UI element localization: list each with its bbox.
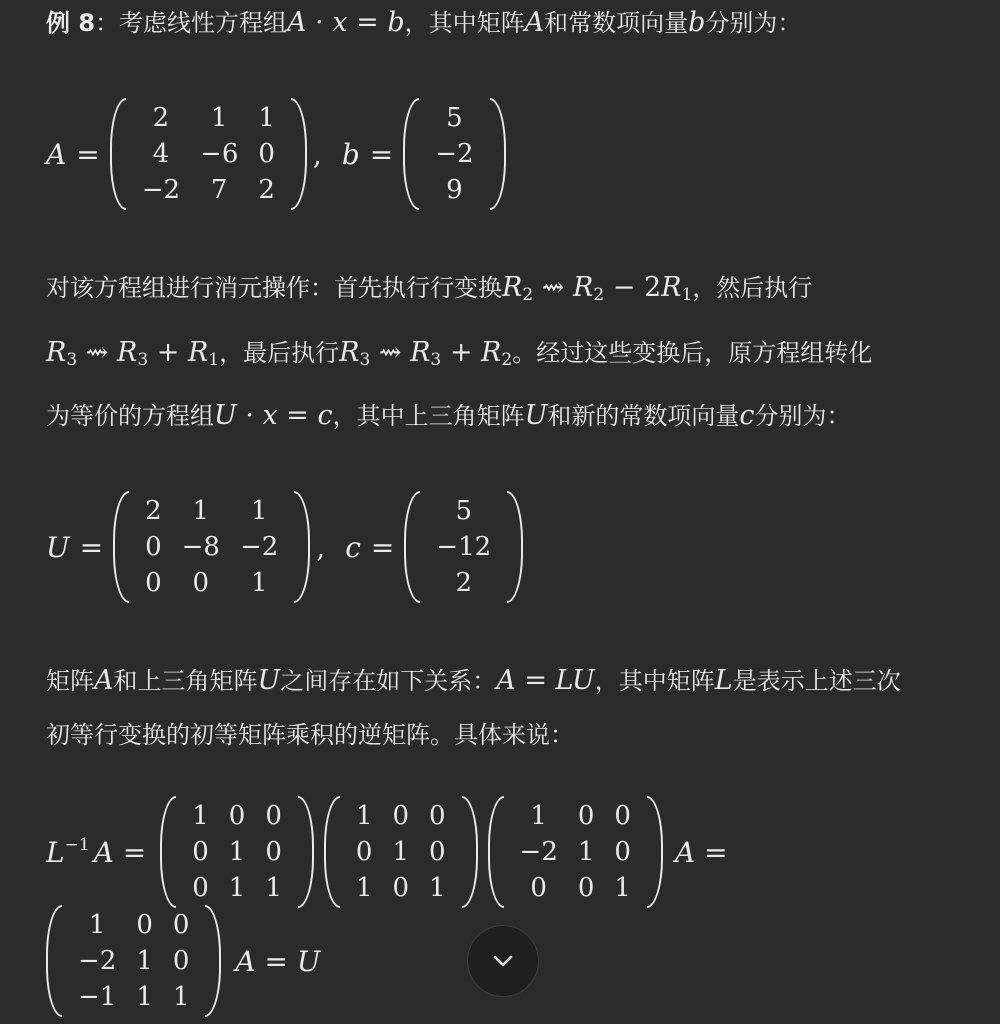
matrix-cell: 1: [392, 837, 409, 867]
matrix-cell: 1: [614, 873, 631, 903]
matrix-cell: 2: [152, 103, 170, 133]
matrix-cell: 0: [258, 139, 275, 169]
matrix-cell: 0: [428, 837, 446, 867]
elimination-line-2: $R_3$ ⇝ $R_3 + R_1$，最后执行$R_3$ ⇝ $R_3 + R_2$。经过这些变换后，原方程组转化: [46, 337, 873, 370]
matrix-cell: 1: [355, 873, 373, 903]
matrix-cell: 0: [577, 873, 595, 903]
matrix-U-vector-c-row: U = 2 1 1 0 −8 −2 0 0 1 , c = 5 −12 2: [46, 491, 523, 603]
left-paren: [160, 796, 176, 908]
matrix-cell: −1: [78, 982, 117, 1012]
right-paren: [298, 796, 314, 908]
matrix-cell: 2: [455, 568, 473, 598]
matrix-cell: 0: [136, 910, 153, 940]
vector-b: [403, 98, 505, 210]
example-intro-line: 例 8：考虑线性方程组A · x = b，其中矩阵A和常数项向量b分别为：: [46, 7, 802, 38]
matrix-cell: 0: [265, 837, 282, 867]
matrix-cell: 0: [392, 801, 409, 831]
elementary-matrix-E2: [324, 796, 478, 908]
matrix-cell: 0: [192, 837, 209, 867]
example-label: 例 8: [46, 9, 96, 37]
matrix-cell: −12: [436, 532, 492, 562]
matrix-cell: 0: [192, 568, 210, 598]
right-paren: [205, 905, 221, 1017]
matrix-cell: 1: [428, 873, 446, 903]
vector-c: [404, 491, 523, 603]
lu-relation-line-1: 矩阵A和上三角矩阵U之间存在如下关系：A = LU，其中矩阵L是表示上述三次: [46, 665, 901, 696]
matrix-cell: 1: [355, 801, 373, 831]
right-paren: [294, 491, 310, 603]
matrix-cell: −6: [200, 139, 239, 169]
right-paren: [462, 796, 478, 908]
right-paren: [291, 98, 307, 210]
matrix-cell: −2: [519, 837, 558, 867]
matrix-cell: 0: [145, 568, 162, 598]
matrix-cell: 1: [88, 910, 106, 940]
matrix-cell: 1: [210, 103, 228, 133]
left-paren: [403, 98, 419, 210]
matrix-cell: −2: [78, 946, 117, 976]
matrix-cell: 1: [136, 946, 153, 976]
elimination-line-3: 为等价的方程组U · x = c，其中上三角矩阵U和新的常数项向量c分别为：: [46, 400, 851, 431]
matrix-cell: 1: [530, 801, 547, 831]
left-paren: [404, 491, 420, 603]
matrix-cell: 1: [577, 837, 595, 867]
matrix-cell: 2: [145, 496, 162, 526]
right-paren: [490, 98, 506, 210]
left-paren: [46, 905, 62, 1017]
matrix-cell: 2: [258, 175, 275, 205]
matrix-A-vector-b-row: A = 2 1 1 4 −6 0 −2 7 2 , b = 5 −2 9: [46, 98, 506, 210]
right-paren: [647, 796, 663, 908]
matrix-cell: 1: [172, 982, 190, 1012]
matrix-cell: 1: [265, 873, 282, 903]
matrix-cell: 5: [455, 496, 473, 526]
matrix-cell: −2: [239, 532, 279, 562]
matrix-cell: 1: [250, 496, 268, 526]
matrix-cell: 7: [210, 175, 228, 205]
elimination-line-1: 对该方程组进行消元操作：首先执行行变换$R_2$ ⇝ $R_2 - 2R_1$，然后执行: [46, 272, 813, 305]
left-paren: [324, 796, 340, 908]
elementary-matrix-E3: [160, 796, 314, 908]
matrix-U: [113, 491, 310, 603]
right-paren: [507, 491, 523, 603]
chevron-down-icon: [489, 947, 517, 975]
row-op-1: $R_2$ ⇝ $R_2 - 2R_1$: [502, 272, 693, 305]
L-inverse-label: $L^{-1}$: [46, 834, 90, 869]
row-op-3: $R_3$ ⇝ $R_3 + R_2$: [339, 337, 513, 370]
left-paren: [110, 98, 126, 210]
matrix-cell: 0: [355, 837, 373, 867]
matrix-cell: 4: [152, 139, 170, 169]
matrix-cell: 0: [145, 532, 162, 562]
matrix-cell: 0: [392, 873, 409, 903]
matrix-cell: 1: [258, 103, 275, 133]
matrix-cell: 1: [136, 982, 153, 1012]
matrix-cell: 0: [172, 910, 190, 940]
matrix-cell: 1: [192, 801, 209, 831]
elimination-product-row: $L^{-1}$ A = 1 0 0 0 1 0 0 1 1 1 0 0 0 1 0 1 0 1 1 0 0 −2 1 0 0 0 1 A =: [46, 796, 728, 908]
lu-relation-line-2: 初等行变换的初等矩阵乘积的逆矩阵。具体来说：: [46, 721, 574, 749]
result-matrix: [46, 905, 221, 1017]
matrix-cell: 0: [614, 837, 631, 867]
matrix-cell: 0: [530, 873, 547, 903]
matrix-cell: 0: [172, 946, 190, 976]
matrix-cell: 0: [614, 801, 631, 831]
left-paren: [488, 796, 504, 908]
matrix-cell: −2: [435, 139, 474, 169]
elementary-matrix-E1: [488, 796, 663, 908]
result-row: 1 0 0 −2 1 0 −1 1 1 A = U: [46, 905, 321, 1017]
matrix-cell: −2: [141, 175, 181, 205]
matrix-cell: 9: [446, 175, 463, 205]
left-paren: [113, 491, 129, 603]
row-op-2: $R_3$ ⇝ $R_3 + R_1$: [46, 337, 220, 370]
matrix-cell: 0: [428, 801, 446, 831]
matrix-cell: 0: [228, 801, 246, 831]
matrix-cell: 1: [228, 873, 246, 903]
matrix-cell: 0: [577, 801, 595, 831]
matrix-cell: 1: [250, 568, 268, 598]
matrix-cell: −8: [181, 532, 220, 562]
matrix-cell: 1: [228, 837, 246, 867]
matrix-cell: 0: [192, 873, 209, 903]
matrix-cell: 5: [446, 103, 463, 133]
matrix-A: [110, 98, 307, 210]
system-equation: A · x = b: [287, 7, 405, 38]
matrix-cell: 1: [192, 496, 210, 526]
matrix-cell: 0: [265, 801, 282, 831]
scroll-down-button[interactable]: [467, 925, 539, 997]
